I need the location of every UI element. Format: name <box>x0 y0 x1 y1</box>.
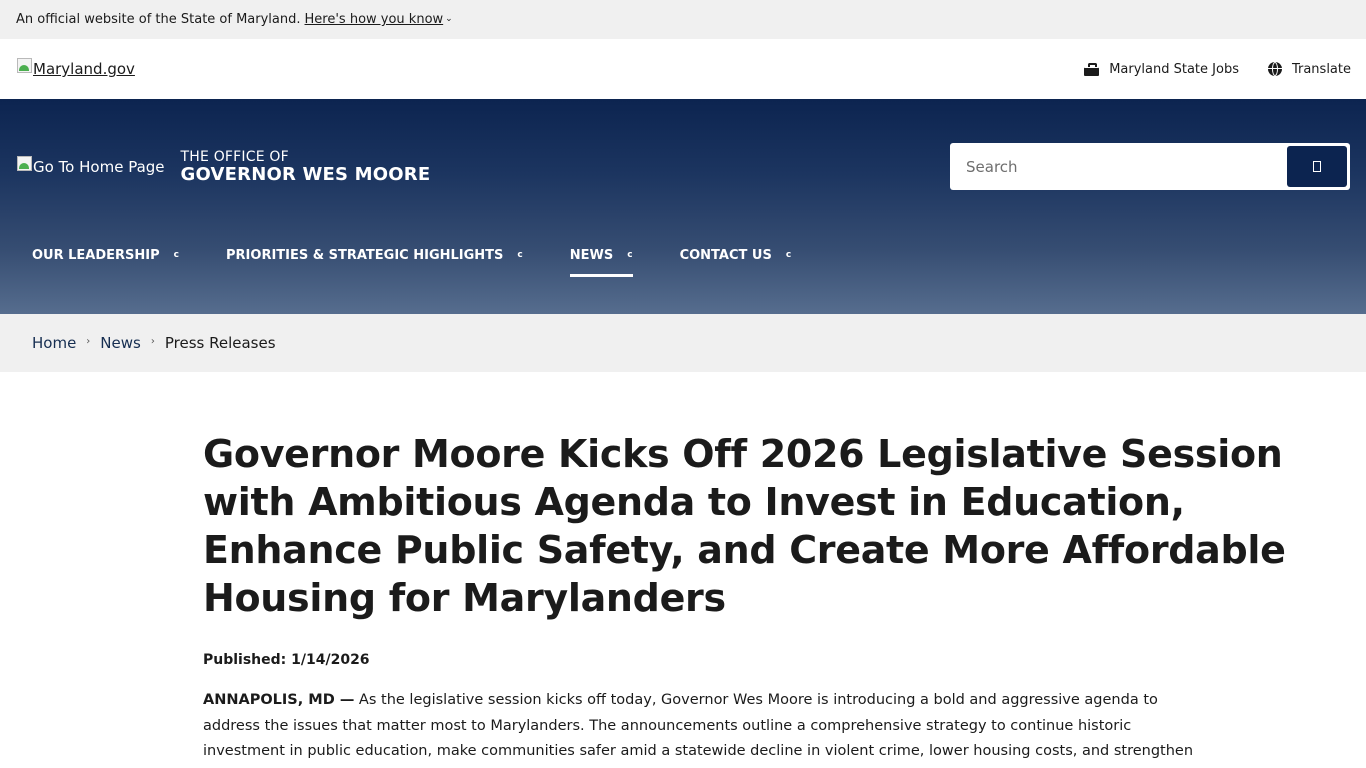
title-line: Governor Moore Kicks Off 2026 Legislative Session <box>203 432 1283 476</box>
office-prefix: THE OFFICE OF <box>180 149 289 165</box>
translate-label: Translate <box>1291 61 1351 77</box>
broken-image-icon <box>16 57 32 73</box>
search-icon <box>1313 161 1321 172</box>
search-box <box>950 143 1350 190</box>
published-date: Published: 1/14/2026 <box>203 652 370 668</box>
title-line: Housing for Marylanders <box>203 576 726 620</box>
main-nav <box>32 239 838 271</box>
maryland-gov-logo-link[interactable] <box>16 60 135 78</box>
nav-priorities[interactable] <box>226 239 523 271</box>
chevron-down-icon[interactable]: ⌄ <box>445 13 453 24</box>
jobs-label: Maryland State Jobs <box>1109 61 1239 77</box>
office-title <box>181 149 431 186</box>
breadcrumb-current: Press Releases <box>164 334 276 352</box>
title-line: with Ambitious Agenda to Invest in Education, <box>203 480 1185 524</box>
nav-label: NEWS <box>569 247 614 263</box>
chevron-down-icon: c <box>627 250 633 260</box>
title-line: Enhance Public Safety, and Create More Affordable <box>203 528 1286 572</box>
article <box>203 430 1286 765</box>
lead-line: investment in public education, make communities safer amid a statewide decline in violent crime, lower housing costs, and strengthen <box>203 743 1194 759</box>
maryland-gov-logo-alt: Maryland.gov <box>33 60 135 78</box>
brand <box>16 149 430 186</box>
nav-our-leadership[interactable] <box>32 239 179 271</box>
maryland-state-jobs-link[interactable] <box>1084 62 1239 77</box>
how-you-know-link[interactable] <box>305 12 444 27</box>
lead-line: address the issues that matter most to Marylanders. The announcements outline a comprehensive strategy to continue historic <box>203 717 1132 734</box>
chevron-right-icon: › <box>86 335 91 347</box>
search-input[interactable] <box>950 143 1287 190</box>
nav-news[interactable] <box>570 239 633 271</box>
chevron-down-icon: c <box>785 250 792 260</box>
breadcrumb-home[interactable]: Home <box>32 334 77 352</box>
briefcase-icon <box>1084 63 1099 75</box>
chevron-down-icon: c <box>173 250 180 260</box>
chevron-down-icon: c <box>517 250 523 260</box>
nav-label: PRIORITIES & STRATEGIC HIGHLIGHTS <box>226 247 504 263</box>
search-button[interactable] <box>1287 146 1347 187</box>
official-site-banner <box>0 0 1366 39</box>
official-site-text: An official website of the State of Maryland. <box>16 12 301 27</box>
translate-link[interactable] <box>1268 62 1351 77</box>
globe-icon <box>1268 62 1282 76</box>
nav-contact-us[interactable] <box>680 239 792 271</box>
office-name: GOVERNOR WES MOORE <box>180 164 431 186</box>
article-lead <box>203 688 1194 765</box>
broken-image-icon <box>16 155 32 171</box>
how-you-know-label: Here's how you know <box>304 12 444 27</box>
site-header <box>0 99 1366 314</box>
home-page-link[interactable] <box>16 158 165 176</box>
lead-line <box>203 688 1183 714</box>
home-image-alt: Go To Home Page <box>33 158 165 177</box>
breadcrumb <box>0 314 1366 372</box>
nav-label: CONTACT US <box>679 247 772 263</box>
lead-text: As the legislative session kicks off today, Governor Wes Moore is introducing a bold and aggressive agenda to <box>354 692 1158 708</box>
breadcrumb-news[interactable]: News <box>100 334 141 352</box>
page-title <box>203 430 1286 622</box>
chevron-right-icon: › <box>150 335 155 347</box>
nav-label: OUR LEADERSHIP <box>32 247 160 263</box>
utility-bar <box>0 39 1366 99</box>
utility-links <box>1084 62 1351 77</box>
dateline: ANNAPOLIS, MD — <box>203 692 355 708</box>
